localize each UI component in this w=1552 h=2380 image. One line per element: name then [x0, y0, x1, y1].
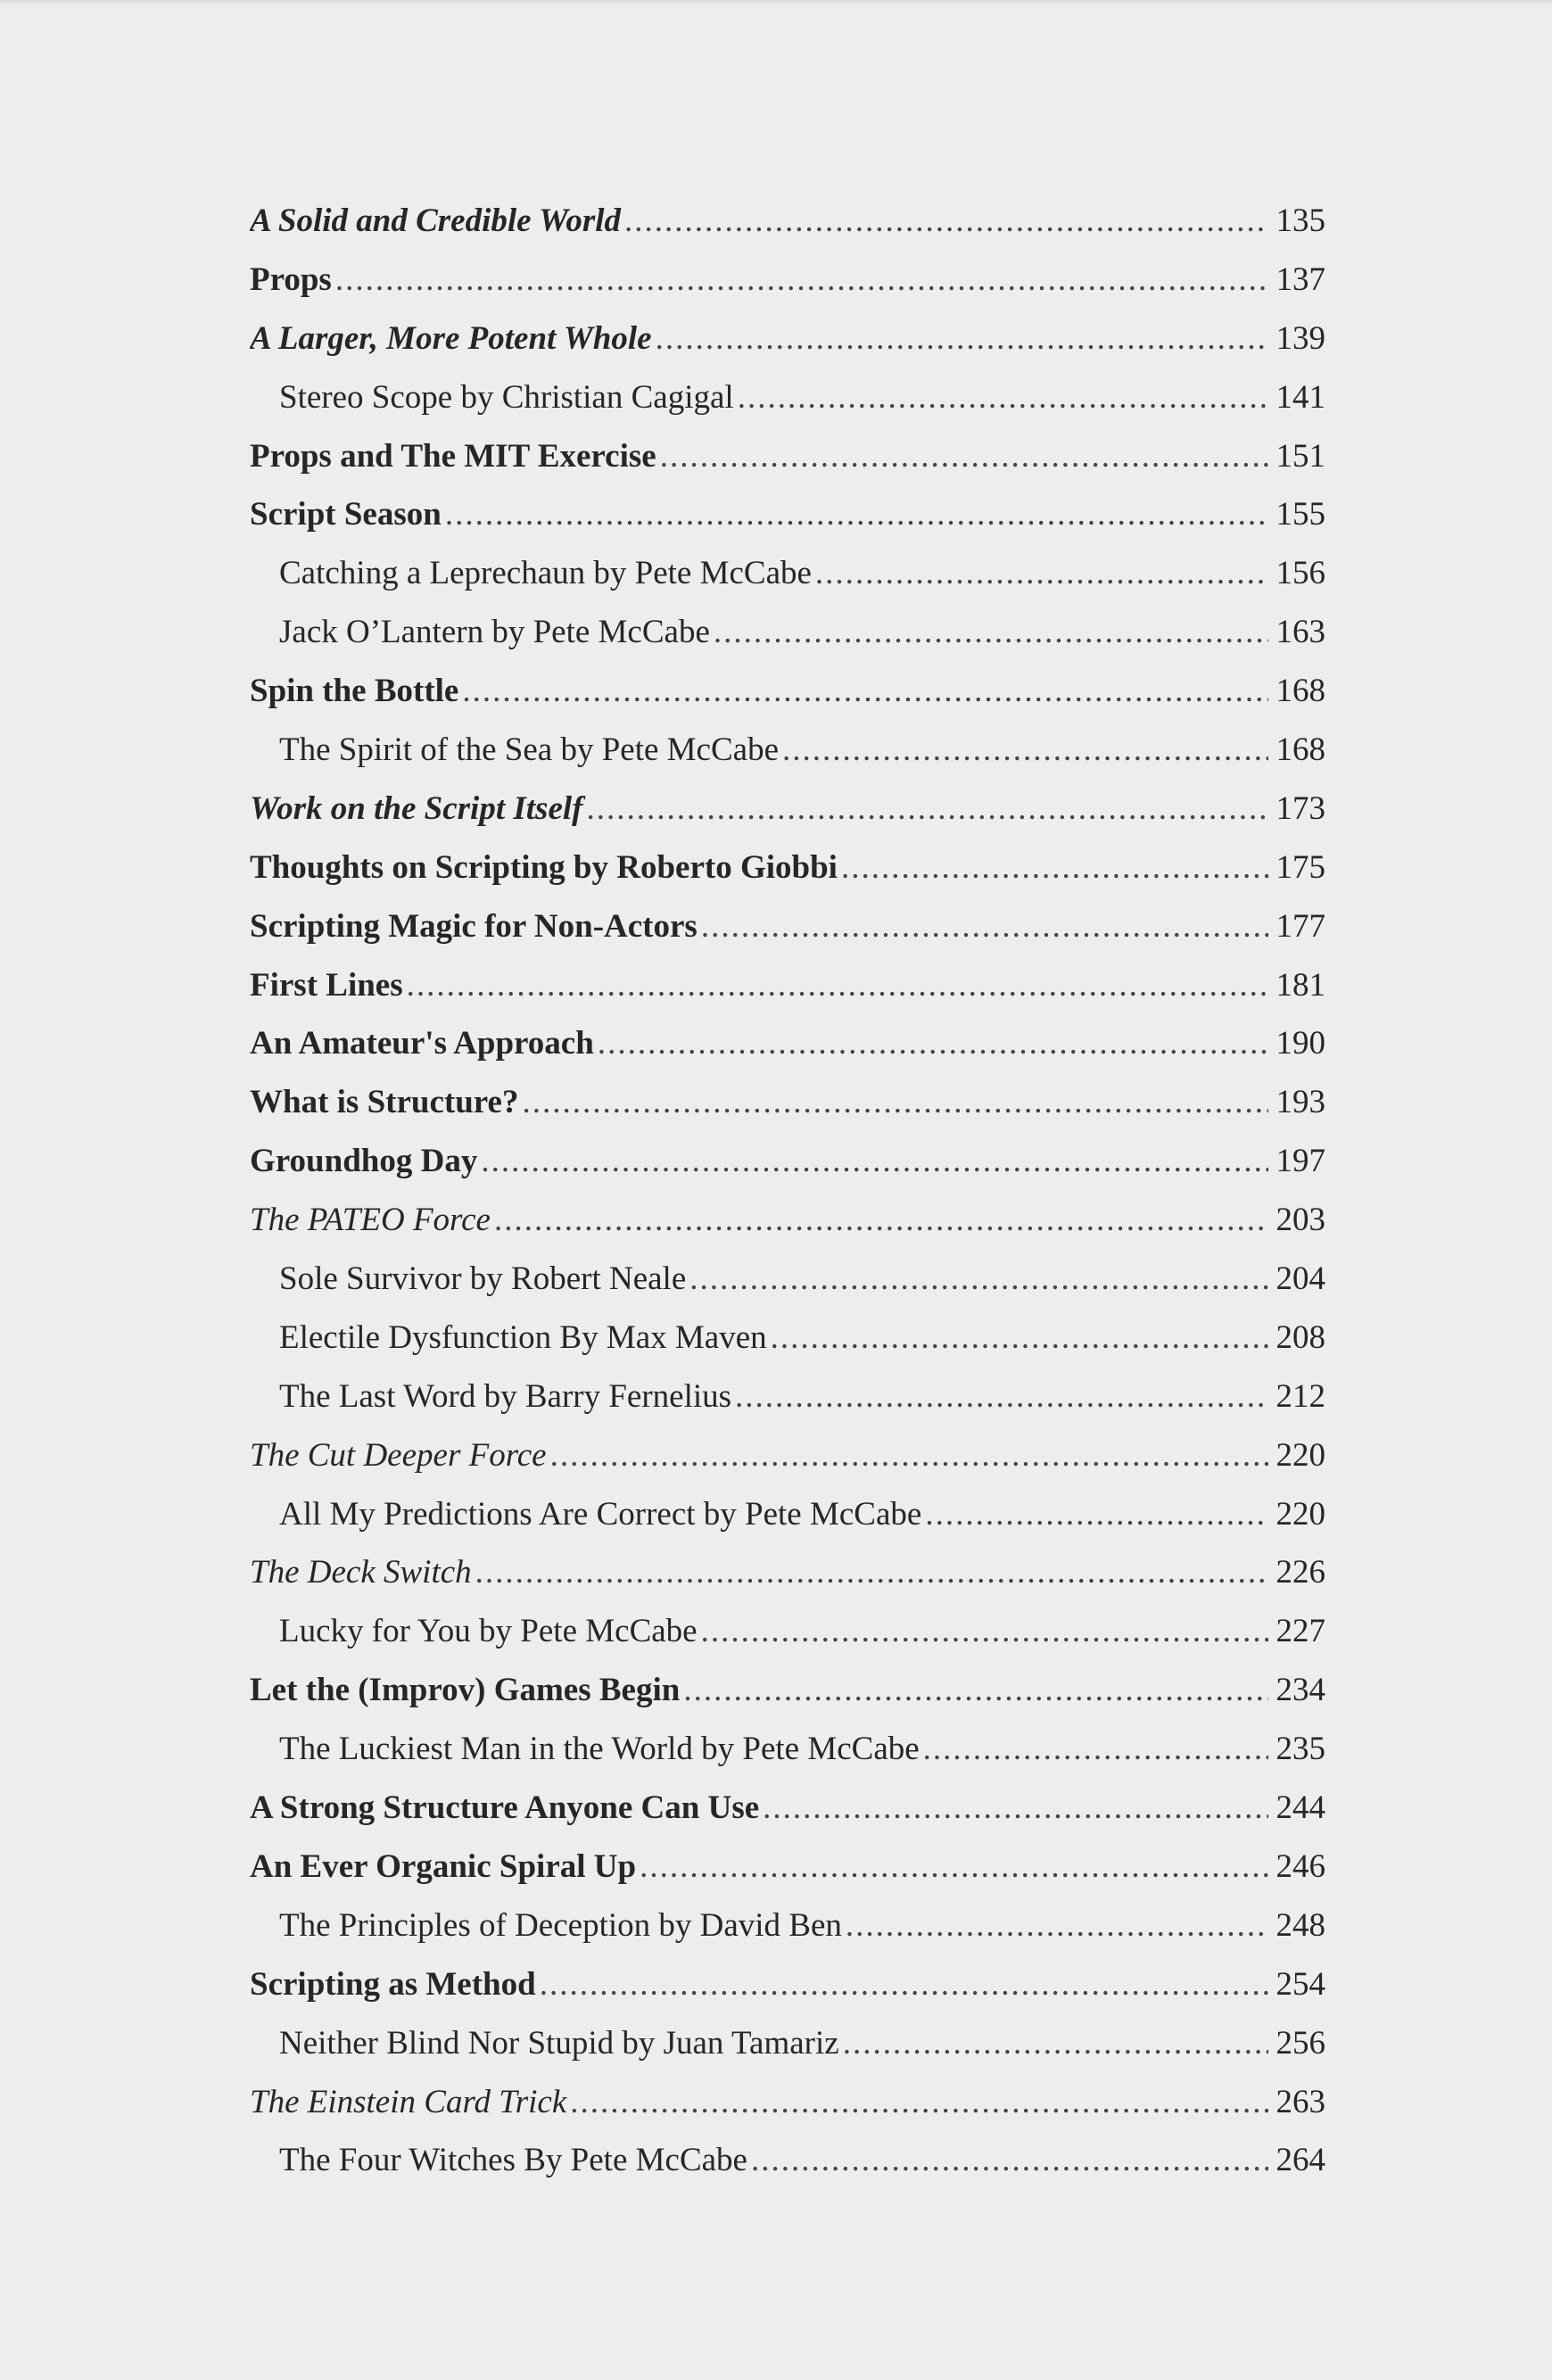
toc-entry: [250, 1835, 1325, 1894]
toc-subentry: [250, 1599, 1325, 1658]
toc-page-number: 155: [1275, 496, 1325, 533]
dot-leader: [843, 2024, 1268, 2063]
toc-entry: [250, 307, 1325, 366]
toc-page-number: 203: [1275, 1202, 1325, 1239]
toc-entry-title: Scripting Magic for Non-Actors: [250, 907, 698, 945]
dot-leader: [735, 1377, 1268, 1417]
toc-page-number: 181: [1275, 966, 1325, 1004]
toc-page-number: 137: [1275, 260, 1325, 298]
toc-page-number: 151: [1275, 437, 1325, 475]
toc-page-number: 227: [1275, 1613, 1325, 1650]
dot-leader: [570, 2083, 1268, 2122]
toc-page-number: 204: [1275, 1260, 1325, 1298]
toc-entry-title: Scripting as Method: [250, 1965, 536, 2003]
toc-entry: [250, 1129, 1325, 1188]
toc-subentry: [250, 718, 1325, 777]
toc-entry: [250, 189, 1325, 248]
toc-entry-title: Stereo Scope by Christian Cagigal: [279, 378, 734, 416]
toc-entry: [250, 1188, 1325, 1247]
dot-leader: [550, 1436, 1268, 1475]
toc-entry-title: The Einstein Card Trick: [250, 2083, 567, 2120]
dot-leader: [751, 2141, 1268, 2180]
toc-entry: [250, 1776, 1325, 1835]
toc-entry: [250, 1070, 1325, 1129]
dot-leader: [689, 1260, 1268, 1299]
dot-leader: [701, 907, 1268, 946]
dot-leader: [925, 1495, 1268, 1534]
toc-entry-title: Lucky for You by Pete McCabe: [279, 1613, 698, 1650]
toc-page-number: 234: [1275, 1672, 1325, 1709]
toc-entry-title: A Solid and Credible World: [250, 202, 621, 239]
toc-entry-title: Let the (Improv) Games Begin: [250, 1672, 681, 1709]
toc-entry: [250, 1424, 1325, 1483]
toc-entry: [250, 483, 1325, 541]
toc-page-number: 190: [1275, 1025, 1325, 1062]
toc-entry-title: The Last Word by Barry Fernelius: [279, 1377, 732, 1415]
toc-page-number: 193: [1275, 1084, 1325, 1121]
dot-leader: [475, 1553, 1268, 1592]
dot-leader: [701, 1612, 1268, 1651]
dot-leader: [815, 554, 1268, 593]
dot-leader: [462, 672, 1268, 711]
toc-page-number: 173: [1275, 789, 1325, 827]
dot-leader: [445, 495, 1268, 534]
toc-entry-title: Sole Survivor by Robert Neale: [279, 1260, 687, 1298]
toc-entry-title: The Luckiest Man in the World by Pete McCabe: [279, 1731, 920, 1768]
toc-page-number: 141: [1275, 378, 1325, 416]
toc-page-number: 254: [1275, 1965, 1325, 2003]
toc-subentry: [250, 541, 1325, 600]
toc-page-number: 175: [1275, 848, 1325, 886]
toc-entry-title: A Larger, More Potent Whole: [250, 319, 652, 357]
toc-page-number: 244: [1275, 1789, 1325, 1827]
toc-page-number: 168: [1275, 731, 1325, 769]
toc-entry-title: Props and The MIT Exercise: [250, 437, 656, 475]
toc-entry: [250, 2070, 1325, 2129]
toc-page-number: 235: [1275, 1731, 1325, 1768]
toc-entry: [250, 425, 1325, 483]
toc-entry: [250, 1541, 1325, 1599]
toc-page-number: 264: [1275, 2142, 1325, 2179]
toc-subentry: [250, 1894, 1325, 1953]
toc-subentry: [250, 1365, 1325, 1424]
toc-entry-title: Thoughts on Scripting by Roberto Giobbi: [250, 848, 838, 886]
toc-entry-title: Work on the Script Itself: [250, 789, 583, 827]
table-of-contents: [250, 189, 1325, 2187]
toc-page-number: 220: [1275, 1495, 1325, 1533]
toc-entry: [250, 1012, 1325, 1070]
toc-entry-title: Electile Dysfunction By Max Maven: [279, 1318, 767, 1356]
toc-subentry: [250, 1717, 1325, 1776]
dot-leader: [640, 1847, 1268, 1887]
toc-subentry: [250, 1483, 1325, 1541]
toc-entry-title: The Spirit of the Sea by Pete McCabe: [279, 731, 780, 769]
toc-entry-title: The Principles of Deception by David Ben: [279, 1906, 842, 1944]
toc-entry: [250, 895, 1325, 954]
toc-page-number: 256: [1275, 2024, 1325, 2062]
toc-page-number: 197: [1275, 1143, 1325, 1180]
dot-leader: [841, 848, 1268, 888]
toc-page-number: 263: [1275, 2083, 1325, 2120]
dot-leader: [660, 437, 1268, 476]
toc-subentry: [250, 600, 1325, 659]
toc-entry: [250, 954, 1325, 1012]
toc-entry: [250, 836, 1325, 895]
toc-entry-title: A Strong Structure Anyone Can Use: [250, 1789, 760, 1827]
toc-subentry: [250, 1247, 1325, 1306]
toc-subentry: [250, 366, 1325, 425]
dot-leader: [540, 1965, 1268, 2004]
toc-entry-title: First Lines: [250, 966, 403, 1004]
toc-entry-title: Props: [250, 260, 332, 298]
toc-entry: [250, 1658, 1325, 1717]
toc-page-number: 139: [1275, 319, 1325, 357]
toc-entry-title: An Amateur's Approach: [250, 1025, 594, 1062]
dot-leader: [771, 1318, 1268, 1358]
dot-leader: [335, 260, 1268, 300]
dot-leader: [738, 378, 1268, 417]
toc-page-number: 220: [1275, 1436, 1325, 1474]
toc-entry-title: The Deck Switch: [250, 1554, 472, 1591]
toc-subentry: [250, 1306, 1325, 1365]
dot-leader: [481, 1142, 1268, 1181]
toc-entry-title: The Four Witches By Pete McCabe: [279, 2142, 747, 2179]
dot-leader: [923, 1730, 1268, 1769]
dot-leader: [683, 1671, 1268, 1710]
toc-entry-title: Groundhog Day: [250, 1143, 478, 1180]
toc-subentry: [250, 2012, 1325, 2070]
toc-entry-title: Catching a Leprechaun by Pete McCabe: [279, 555, 812, 592]
toc-page-number: 246: [1275, 1847, 1325, 1885]
toc-entry-title: Spin the Bottle: [250, 673, 459, 710]
dot-leader: [598, 1024, 1268, 1063]
toc-entry: [250, 1953, 1325, 2012]
toc-page-number: 177: [1275, 907, 1325, 945]
dot-leader: [522, 1083, 1268, 1122]
toc-page-number: 208: [1275, 1318, 1325, 1356]
toc-entry: [250, 777, 1325, 836]
toc-page-number: 226: [1275, 1554, 1325, 1591]
dot-leader: [782, 731, 1268, 770]
toc-entry: [250, 248, 1325, 307]
dot-leader: [407, 966, 1268, 1005]
toc-page-number: 163: [1275, 614, 1325, 651]
toc-entry-title: What is Structure?: [250, 1084, 519, 1121]
toc-entry-title: Jack O’Lantern by Pete McCabe: [279, 614, 710, 651]
dot-leader: [846, 1906, 1268, 1946]
toc-entry-title: The PATEO Force: [250, 1202, 491, 1239]
toc-page-number: 135: [1275, 202, 1325, 239]
toc-entry-title: Neither Blind Nor Stupid by Juan Tamariz: [279, 2024, 839, 2062]
dot-leader: [714, 613, 1268, 652]
toc-entry-title: All My Predictions Are Correct by Pete McCabe: [279, 1495, 922, 1533]
page-top-edge: [0, 0, 1552, 3]
toc-page-number: 168: [1275, 673, 1325, 710]
toc-entry: [250, 659, 1325, 718]
dot-leader: [656, 319, 1268, 359]
dot-leader: [624, 202, 1268, 241]
dot-leader: [586, 789, 1268, 829]
toc-subentry: [250, 2128, 1325, 2187]
toc-page-number: 212: [1275, 1377, 1325, 1415]
toc-entry-title: An Ever Organic Spiral Up: [250, 1847, 637, 1885]
toc-page-number: 156: [1275, 555, 1325, 592]
toc-page-number: 248: [1275, 1906, 1325, 1944]
toc-entry-title: The Cut Deeper Force: [250, 1436, 547, 1474]
toc-entry-title: Script Season: [250, 496, 442, 533]
dot-leader: [763, 1789, 1268, 1828]
dot-leader: [494, 1201, 1268, 1240]
